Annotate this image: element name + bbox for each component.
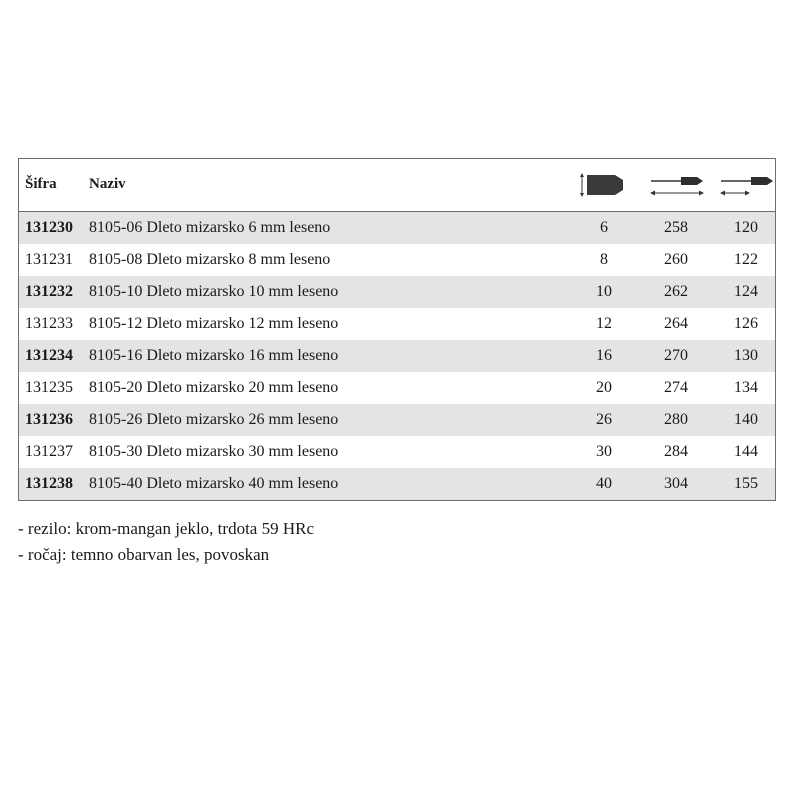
row-width: 40 (596, 475, 612, 492)
row-width: 16 (596, 347, 612, 364)
row-blade-length: 122 (734, 251, 758, 268)
row-width: 20 (596, 379, 612, 396)
table-row (19, 340, 775, 372)
row-blade-length: 144 (734, 443, 758, 460)
row-blade-length: 126 (734, 315, 758, 332)
table-row (19, 212, 775, 244)
blade-length-icon (719, 171, 775, 199)
row-code: 131235 (25, 379, 73, 396)
row-code: 131236 (25, 411, 73, 428)
product-table (18, 158, 776, 501)
row-code: 131231 (25, 251, 73, 268)
row-blade-length: 130 (734, 347, 758, 364)
row-total-length: 258 (664, 219, 688, 236)
row-code: 131237 (25, 443, 73, 460)
table-body (19, 212, 775, 500)
row-code: 131234 (25, 347, 73, 364)
table-row (19, 372, 775, 404)
header-code: Šifra (25, 176, 57, 192)
note-blade: - rezilo: krom-mangan jeklo, trdota 59 HRc (18, 519, 314, 538)
row-name: 8105-08 Dleto mizarsko 8 mm leseno (89, 251, 331, 268)
row-name: 8105-06 Dleto mizarsko 6 mm leseno (89, 219, 331, 236)
row-total-length: 280 (664, 411, 688, 428)
table-row (19, 308, 775, 340)
row-total-length: 304 (664, 475, 688, 492)
row-width: 30 (596, 443, 612, 460)
table-row (19, 436, 775, 468)
row-blade-length: 124 (734, 283, 758, 300)
row-width: 6 (600, 219, 608, 236)
row-code: 131232 (25, 283, 73, 300)
table-row (19, 404, 775, 436)
row-total-length: 262 (664, 283, 688, 300)
row-blade-length: 120 (734, 219, 758, 236)
table-row (19, 244, 775, 276)
header-name: Naziv (89, 176, 126, 192)
table-row (19, 468, 775, 500)
row-code: 131238 (25, 475, 73, 492)
row-blade-length: 134 (734, 379, 758, 396)
table-row (19, 276, 775, 308)
row-total-length: 270 (664, 347, 688, 364)
row-blade-length: 155 (734, 475, 758, 492)
row-blade-length: 140 (734, 411, 758, 428)
note-handle: - ročaj: temno obarvan les, povoskan (18, 545, 270, 564)
blade-width-icon (579, 171, 631, 199)
row-width: 10 (596, 283, 612, 300)
table-header (19, 159, 775, 212)
row-total-length: 274 (664, 379, 688, 396)
row-width: 8 (600, 251, 608, 268)
row-total-length: 284 (664, 443, 688, 460)
row-width: 12 (596, 315, 612, 332)
row-name: 8105-40 Dleto mizarsko 40 mm leseno (89, 475, 339, 492)
row-name: 8105-20 Dleto mizarsko 20 mm leseno (89, 379, 339, 396)
row-width: 26 (596, 411, 612, 428)
product-notes (18, 516, 314, 568)
total-length-icon (649, 171, 705, 199)
row-name: 8105-30 Dleto mizarsko 30 mm leseno (89, 443, 339, 460)
row-name: 8105-16 Dleto mizarsko 16 mm leseno (89, 347, 339, 364)
row-name: 8105-12 Dleto mizarsko 12 mm leseno (89, 315, 339, 332)
row-total-length: 260 (664, 251, 688, 268)
row-total-length: 264 (664, 315, 688, 332)
row-name: 8105-10 Dleto mizarsko 10 mm leseno (89, 283, 339, 300)
row-name: 8105-26 Dleto mizarsko 26 mm leseno (89, 411, 339, 428)
row-code: 131230 (25, 219, 73, 236)
row-code: 131233 (25, 315, 73, 332)
